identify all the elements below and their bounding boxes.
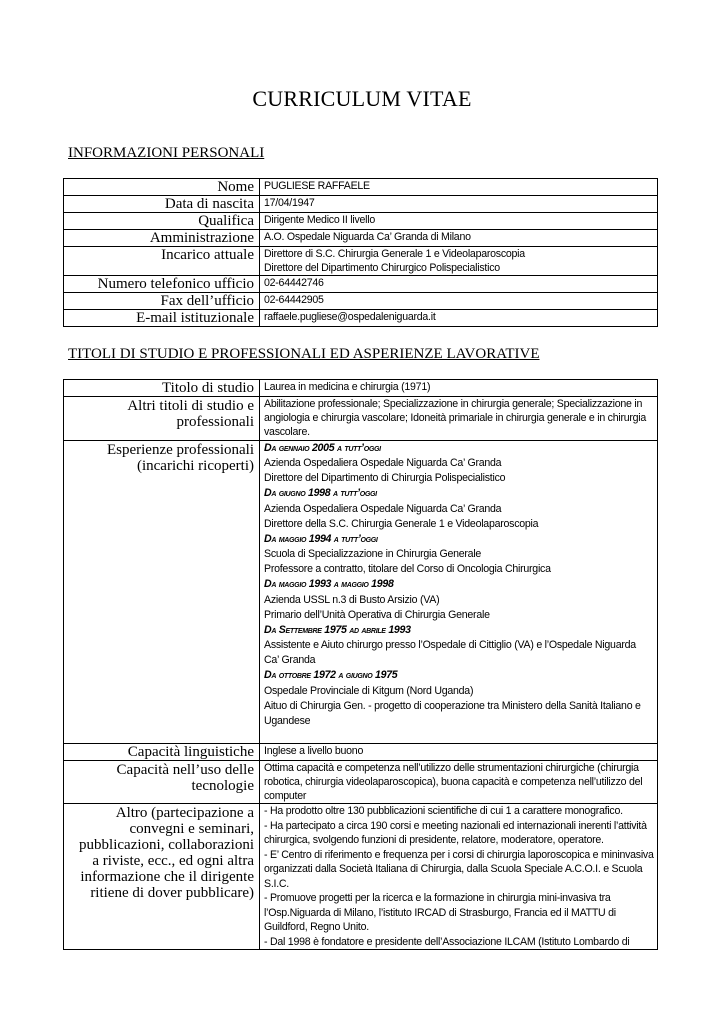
experience-line: Ospedale Provinciale di Kitgum (Nord Uganda)	[264, 684, 474, 697]
row-tecnologie	[64, 761, 658, 804]
row-amministrazione	[64, 230, 658, 247]
label-nome: Nome	[64, 179, 260, 196]
experience-line: Direttore della S.C. Chirurgia Generale 1 e Videolaparoscopia	[264, 517, 539, 530]
experience-line: Professore a contratto, titolare del Corso di Oncologia Chirurgica	[264, 563, 551, 576]
value-amministrazione: A.O. Ospedale Niguarda Ca’ Granda di Milano	[260, 230, 658, 247]
experience-line: Azienda Ospedaliera Ospedale Niguarda Ca’ Granda	[264, 457, 502, 470]
value-linguistiche: Inglese a livello buono	[260, 744, 658, 761]
label-altri-titoli	[64, 397, 260, 441]
experience-line: Azienda Ospedaliera Ospedale Niguarda Ca’ Granda	[264, 502, 502, 515]
experience-line: Primario dell’Unità Operativa di Chirurgia Generale	[264, 608, 490, 621]
label-e-mail-istituzionale: E-mail istituzionale	[64, 310, 260, 327]
value-numero-telefonico-ufficio: 02-64442746	[260, 276, 658, 293]
text-line: - Promuove progetti per la ricerca e la formazione in chirurgia mini-invasiva tra	[264, 892, 611, 904]
experience-line: Scuola di Specializzazione in Chirurgia Generale	[264, 548, 482, 561]
row-fax-dell-ufficio	[64, 293, 658, 310]
label-line: convegni e seminari,	[129, 821, 254, 837]
personal-info-table	[63, 178, 658, 327]
label-amministrazione: Amministrazione	[64, 230, 260, 247]
value-nome: PUGLIESE RAFFAELE	[260, 179, 658, 196]
value-altri-titoli	[260, 397, 658, 441]
titles-table	[63, 379, 658, 950]
experience-line: Azienda USSL n.3 di Busto Arsizio (VA)	[264, 593, 440, 606]
row-altri-titoli	[64, 397, 658, 441]
experience-line: Assistente e Aiuto chirurgo presso l’Ospedale di Cittiglio (VA) e l’Ospedale Niguarda	[264, 639, 636, 652]
text-line: - E’ Centro di riferimento e frequenza per i corsi di chirurgia laporoscopica e mininvasiva	[264, 848, 654, 861]
document-title: CURRICULUM VITAE	[252, 86, 472, 111]
label-line: pubblicazioni, collaborazioni	[79, 837, 254, 853]
label-line: Altro (partecipazione a	[115, 805, 254, 821]
experience-line: Ugandese	[264, 714, 311, 727]
value-incarico-attuale	[260, 247, 658, 276]
experience-period: Da ottobre 1972 a giugno 1975	[264, 669, 398, 682]
section-heading-titles: TITOLI DI STUDIO E PROFESSIONALI ED ASPERIENZE LAVORATIVE	[68, 346, 540, 362]
label-data-di-nascita: Data di nascita	[64, 196, 260, 213]
label-line: a riviste, ecc., ed ogni altra	[92, 853, 254, 869]
text-line: Direttore di S.C. Chirurgia Generale 1 e Videolaparoscopia	[264, 248, 525, 260]
label-linguistiche: Capacità linguistiche	[64, 744, 260, 761]
text-line: S.I.C.	[264, 877, 289, 890]
row-incarico-attuale	[64, 247, 658, 276]
label-line: informazione che il dirigente	[80, 869, 254, 885]
experience-period: Da giugno 1998 a tutt’oggi	[264, 487, 377, 500]
text-line: computer	[264, 790, 307, 802]
text-line: Guildford, Regno Unito.	[264, 921, 369, 933]
experience-period: Da maggio 1994 a tutt’oggi	[264, 532, 378, 545]
label-qualifica: Qualifica	[64, 213, 260, 230]
section-heading-personal-info: INFORMAZIONI PERSONALI	[68, 145, 265, 161]
label-line: Esperienze professionali	[106, 442, 254, 458]
value-data-di-nascita: 17/04/1947	[260, 196, 658, 213]
row-linguistiche	[64, 744, 658, 761]
text-line: chirurgica, svolgendo funzioni di presidente, relatore, moderatore, operatore.	[264, 834, 604, 846]
experience-period: Da maggio 1993 a maggio 1998	[264, 578, 394, 591]
label-line: tecnologie	[191, 778, 254, 794]
text-line: Direttore del Dipartimento Chirurgico Polispecialistico	[264, 262, 500, 274]
experience-period: Da Settembre 1975 ad abrile 1993	[264, 623, 411, 636]
label-numero-telefonico-ufficio: Numero telefonico ufficio	[64, 276, 260, 293]
label-line: ritiene di dover pubblicare)	[90, 885, 254, 901]
row-e-mail-istituzionale	[64, 310, 658, 327]
text-line: - Ha prodotto oltre 130 pubblicazioni scientifiche di cui 1 a carattere monografico.	[264, 805, 623, 817]
experience-line: Direttore del Dipartimento di Chirurgia Polispecialistico	[264, 472, 506, 485]
value-qualifica: Dirigente Medico II livello	[260, 213, 658, 230]
label-line: Capacità nell’uso delle	[116, 762, 254, 778]
value-tecnologie	[260, 761, 658, 804]
text-line: robotica, chirurgia videolaparoscopica), buona capacità e competenza nell’utilizzo del	[264, 776, 643, 788]
row-titolo-studio	[64, 380, 658, 397]
value-e-mail-istituzionale: raffaele.pugliese@ospedaleniguarda.it	[260, 310, 658, 327]
experience-period: Da gennaio 2005 a tutt’oggi	[264, 442, 381, 454]
text-line: vascolare.	[264, 426, 310, 438]
text-line: - Ha partecipato a circa 190 corsi e meeting nazionali ed internazionali inerenti l’attività	[264, 819, 647, 832]
text-line: Abilitazione professionale; Specializzazione in chirurgia generale; Specializzazione in	[264, 398, 643, 410]
experience-line: Ca’ Granda	[264, 654, 316, 667]
row-data-di-nascita	[64, 196, 658, 213]
text-line: organizzati dalla Società Italiana di Chirurgia, dalla Scuola Speciale A.C.O.I. e Scuola	[264, 863, 643, 875]
label-fax-dell-ufficio: Fax dell’ufficio	[64, 293, 260, 310]
row-esperienze	[64, 441, 658, 744]
value-titolo-studio: Laurea in medicina e chirurgia (1971)	[260, 380, 658, 397]
label-line: professionali	[176, 414, 254, 430]
label-tecnologie	[64, 761, 260, 804]
row-nome	[64, 179, 658, 196]
row-qualifica	[64, 213, 658, 230]
text-line: angiologia e chirurgia vascolare; Idoneità primariale in chirurgia generale e in chirurgia	[264, 412, 647, 424]
row-altro	[64, 804, 658, 950]
text-line: Ottima capacità e competenza nell’utilizzo delle strumentazioni chirurgiche (chirurgia	[264, 762, 639, 774]
label-line: Altri titoli di studio e	[127, 398, 254, 414]
experience-line: Aituo di Chirurgia Gen. - progetto di cooperazione tra Ministero della Sanità Italiano e	[264, 699, 641, 712]
label-titolo-studio: Titolo di studio	[64, 380, 260, 397]
row-numero-telefonico-ufficio	[64, 276, 658, 293]
label-incarico-attuale: Incarico attuale	[64, 247, 260, 276]
text-line: - Dal 1998 è fondatore e presidente dell’Associazione ILCAM (Istituto Lombardo di	[264, 935, 630, 948]
label-esperienze	[64, 441, 260, 744]
label-line: (incarichi ricoperti)	[136, 458, 254, 474]
label-altro	[64, 804, 260, 950]
text-line: l’Osp.Niguarda di Milano, l’istituto IRCAD di Strasburgo, Francia ed il MATTU di	[264, 906, 616, 919]
value-altro	[260, 804, 658, 950]
value-esperienze	[260, 441, 658, 744]
value-fax-dell-ufficio: 02-64442905	[260, 293, 658, 310]
